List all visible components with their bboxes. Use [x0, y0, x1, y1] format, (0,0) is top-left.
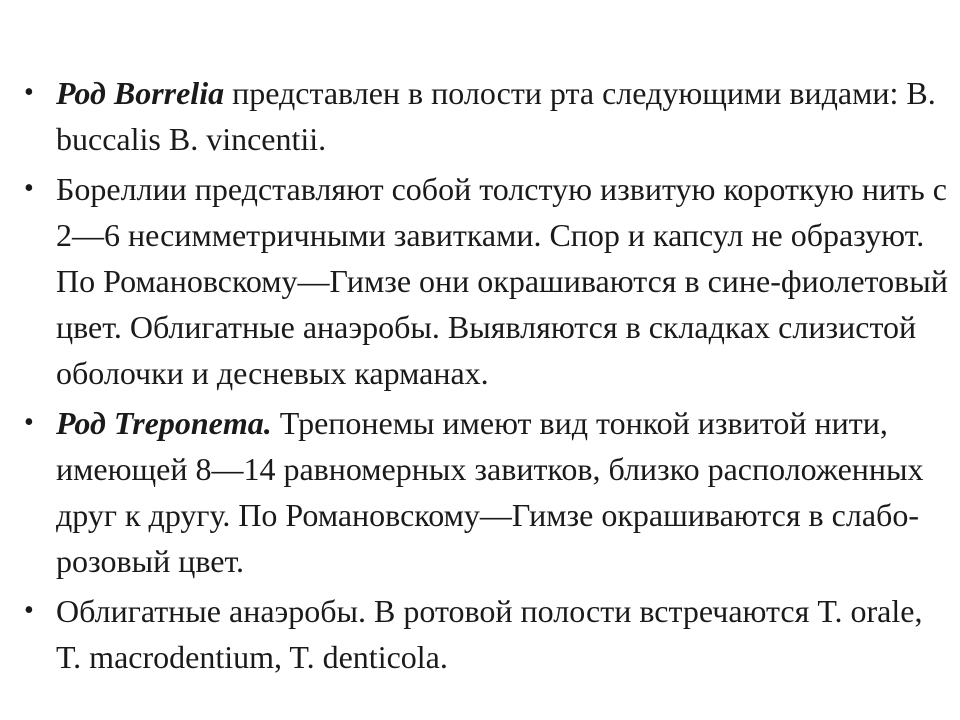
- bullet-text-treponema: Трепонемы имеют вид тонкой извитой нити, имеющей 8—14 равномерных завитков, близко расположенных друг к другу. По Романовскому—Гимзе окрашиваются в слабо-розовый цвет.: [56, 405, 924, 579]
- bullet-text-borrelia-description: Бореллии представляют собой толстую извитую короткую нить с 2—6 несимметричными завитками. Спор и капсул не образуют. По Романовскому—Гимзе они окрашиваются в сине-фиолетовый цвет. Облигатные анаэробы. Выявляются в складках слизистой оболочки и десневых карманах.: [56, 171, 948, 391]
- bullet-icon: •: [24, 173, 34, 204]
- bullet-text-borrelia: представлен в полости рта следующими видами: B. buccalis B. vincentii.: [56, 75, 936, 157]
- bullet-icon: •: [24, 595, 34, 626]
- bullet-icon: •: [24, 407, 34, 438]
- bullet-list: [0, 70, 960, 684]
- bullet-item-anaerobes: [0, 588, 960, 680]
- bullet-lead-treponema: Род Treponema.: [56, 405, 272, 441]
- bullet-icon: •: [24, 77, 34, 108]
- bullet-item-treponema: [0, 400, 960, 584]
- bullet-item-borrelia: [0, 70, 960, 162]
- bullet-text-anaerobes: Облигатные анаэробы. В ротовой полости встречаются T. orale, T. macrodentium, T. denticola.: [56, 593, 923, 675]
- bullet-item-borrelia-description: [0, 166, 960, 396]
- bullet-lead-borrelia: Род Borrelia: [56, 75, 225, 111]
